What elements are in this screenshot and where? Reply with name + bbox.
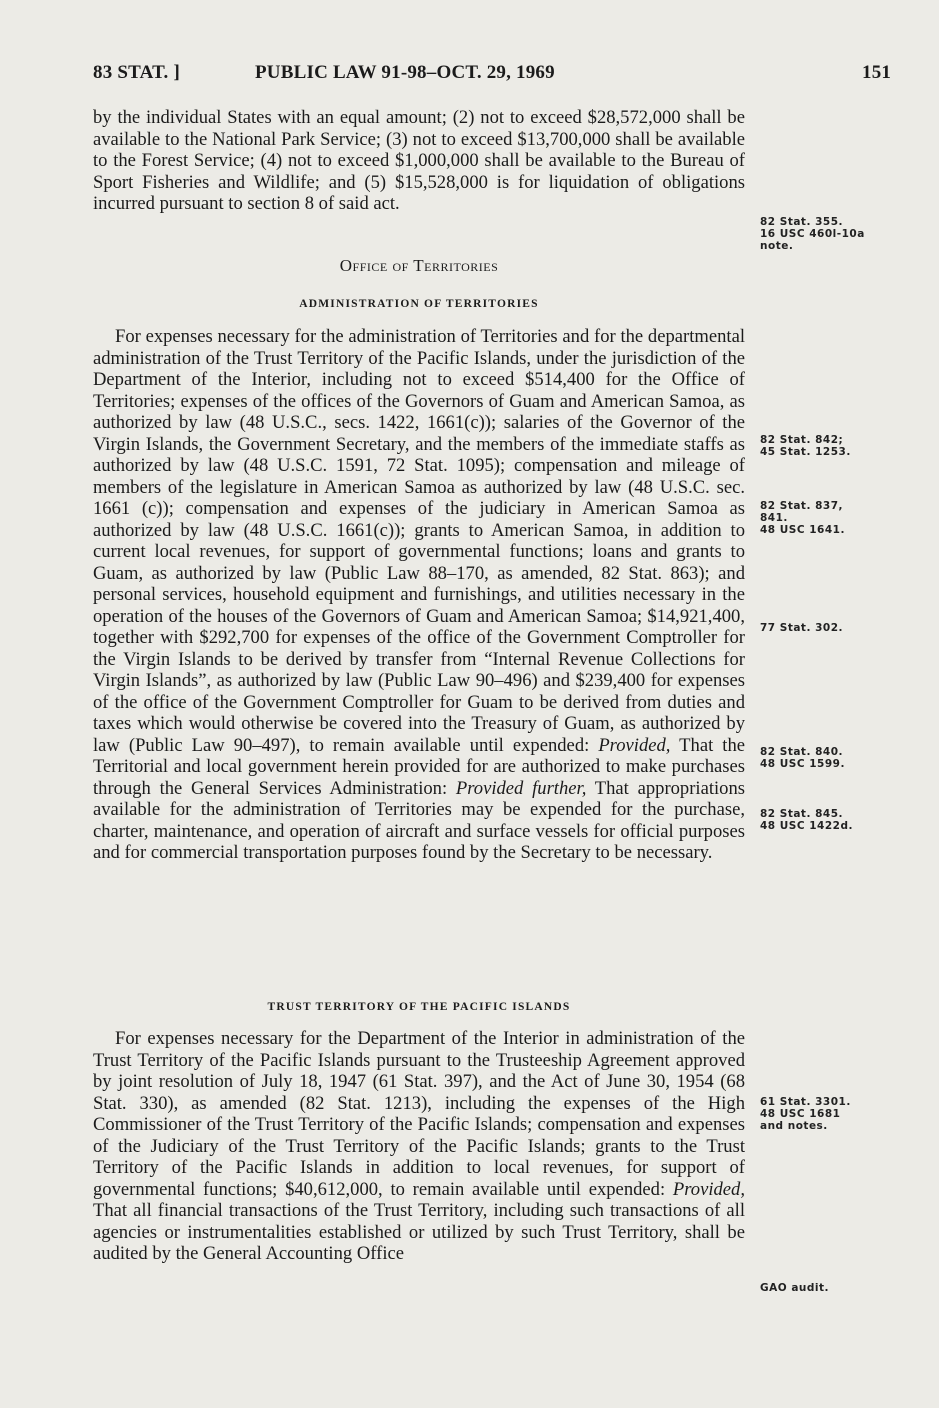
italic-provided: Provided, <box>672 1178 745 1200</box>
paragraph-text: For expenses necessary for the administration of Territories and for the departmental administration of the Trust Territory of the Pacific Islands, under the jurisdiction of the Department of the Interior, including not to exceed $514,400 for the Office of Territories; expenses of the offices of the Governors of Guam and American Samoa, as authorized by law (48 U.S.C., secs. 1422, 1661(c)); salaries of the Governor of the Virgin Islands, the Government Secretary, and the members of the immediate staffs as authorized by law (48 U.S.C. 1591, 72 Stat. 1095); compensation and mileage of members of the legislature in American Samoa as authorized by law (48 U.S.C. sec. 1661 (c)); compensation and expenses of the judiciary in American Samoa as authorized by law (48 U.S.C. 1661(c)); grants to American Samoa, in addition to current local revenues, for support of governmental functions; loans and grants to Guam, as authorized by law (Public Law 88–170, as amended, 82 Stat. 863); and personal services, household equipment and furnishings, and utilities necessary in the operation of the houses of the Governors of Guam and American Samoa; $14,921,400, together with $292,700 for expenses of the office of the Government Comptroller for the Virgin Islands to be derived by transfer from “Internal Revenue Collections for Virgin Islands”, as authorized by law (Public Law 90–496) and $239,400 for expenses of the office of the Government Comptroller for Guam to be derived from duties and taxes which would otherwise be covered into the Treasury of Guam, as authorized by law (Public Law 90–497), to remain available until expended: <box>93 326 745 756</box>
italic-provided-further: Provided further, <box>455 777 587 799</box>
margin-note: 61 Stat. 3301. 48 USC 1681 and notes. <box>760 1096 851 1132</box>
subheading-administration-of-territories: ADMINISTRATION OF TERRITORIES <box>299 298 539 310</box>
margin-note: 82 Stat. 355. 16 USC 460l-10a note. <box>760 216 865 252</box>
margin-note: GAO audit. <box>760 1282 830 1294</box>
paragraph-trust-territory <box>93 1028 745 1265</box>
paragraph-text: For expenses necessary for the Department of the Interior in administration of the Trust Territory of the Pacific Islands pursuant to the Trusteeship Agreement approved by joint resolution of July 18, 1947 (61 Stat. 397), and the Act of June 30, 1954 (68 Stat. 330), as amended (82 Stat. 1213), including the expenses of the High Commissioner of the Trust Territory of the Pacific Islands; compensation and expenses of the Judiciary of the Trust Territory of the Pacific Islands; grants to the Trust Territory of the Pacific Islands in addition to local revenues, for support of governmental functions; $40,612,000, to remain available until expended: <box>93 1028 745 1200</box>
italic-provided: Provided, <box>598 734 671 756</box>
section-heading-office-of-territories: Office of Territories <box>339 256 499 275</box>
paragraph-text: That the Territorial and local government herein provided for are authorized to make purchases through the General Services Administration: <box>93 734 745 799</box>
page-title: PUBLIC LAW 91-98–OCT. 29, 1969 <box>255 62 555 83</box>
margin-note: 82 Stat. 837, 841. 48 USC 1641. <box>760 500 845 536</box>
statute-reference: 83 STAT. ] <box>93 62 180 83</box>
paragraph-text: That all financial transactions of the Trust Territory, including such transactions of all agencies or instrumentalities established or utilized by such Trust Territory, shall be audited by the General Accounting Office <box>93 1200 745 1264</box>
margin-note: 77 Stat. 302. <box>760 622 844 634</box>
paragraph-text: by the individual States with an equal amount; (2) not to exceed $28,572,000 shall be available to the National Park Service; (3) not to exceed $13,700,000 shall be available to the Forest Service; (4) not to exceed $1,000,000 shall be available to the Bureau of Sport Fisheries and Wildlife; and (5) $15,528,000 is for liquidation of obligations incurred pursuant to section 8 of said act. <box>93 107 745 214</box>
paragraph-funding-allocation <box>93 107 745 215</box>
margin-note: 82 Stat. 840. 48 USC 1599. <box>760 746 845 770</box>
paragraph-text: That appropriations available for the administration of Territories may be expended for the purchase, charter, maintenance, and operation of aircraft and surface vessels for official purposes and for commercial transportation purposes found by the Secretary to be necessary. <box>93 777 746 863</box>
paragraph-administration-of-territories <box>93 326 745 864</box>
margin-note: 82 Stat. 845. 48 USC 1422d. <box>760 808 853 832</box>
page-number: 151 <box>862 62 892 83</box>
margin-note: 82 Stat. 842; 45 Stat. 1253. <box>760 434 851 458</box>
subheading-trust-territory: TRUST TERRITORY OF THE PACIFIC ISLANDS <box>267 1001 571 1013</box>
